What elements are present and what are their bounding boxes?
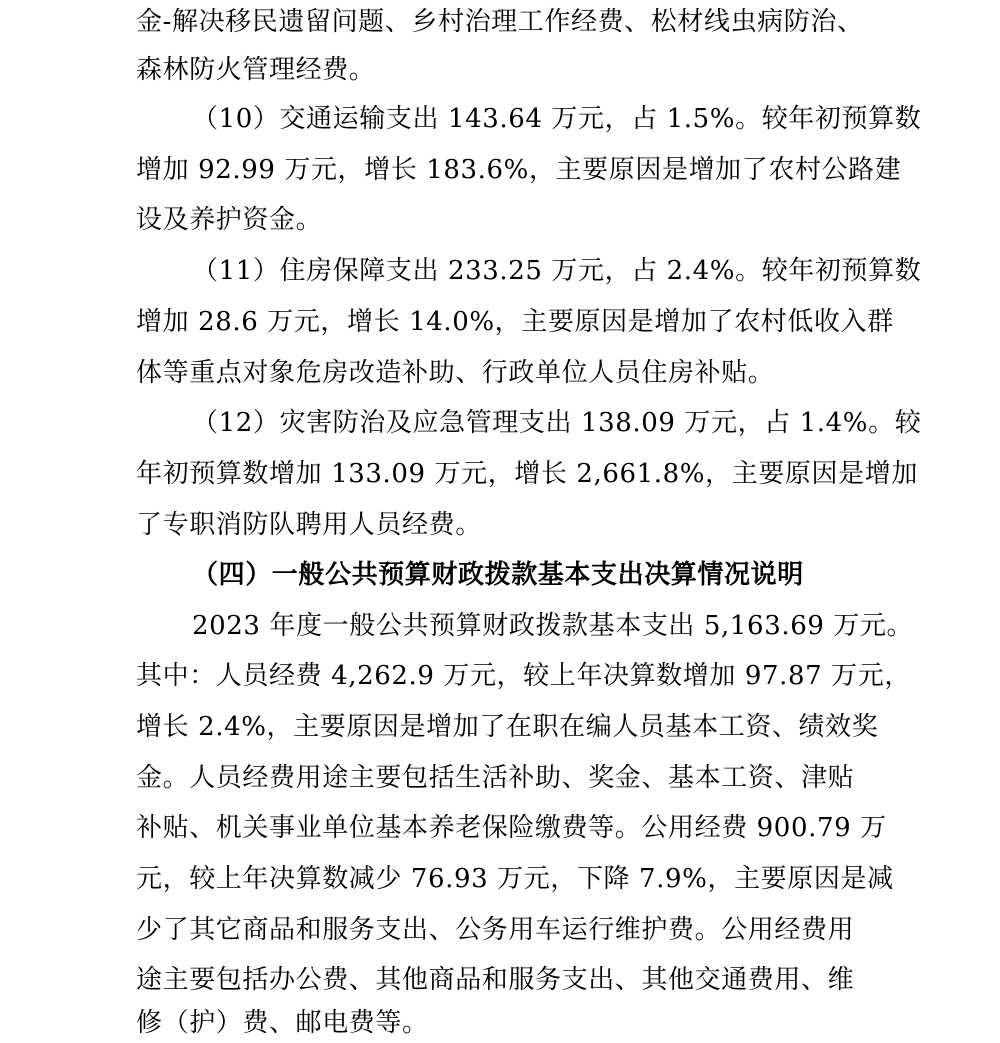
body-text-line: 设及养护资金。 <box>136 205 323 235</box>
body-text-line: 途主要包括办公费、其他商品和服务支出、其他交通费用、维 <box>136 965 855 995</box>
body-text-line: 了专职消防队聘用人员经费。 <box>136 510 482 540</box>
body-text-line: 增长 2.4%，主要原因是增加了在职在编人员基本工资、绩效奖 <box>136 712 879 742</box>
body-text-line: 修（护）费、邮电费等。 <box>136 1008 429 1038</box>
body-text-line: 金-解决移民遗留问题、乡村治理工作经费、松材线虫病防治、 <box>136 7 864 37</box>
item-11-housing: （11）住房保障支出 233.25 万元，占 2.4%。较年初预算数 <box>192 256 922 286</box>
body-text-line: 年初预算数增加 133.09 万元，增长 2,661.8%，主要原因是增加 <box>136 459 918 489</box>
body-text-line: 增加 28.6 万元，增长 14.0%，主要原因是增加了农村低收入群 <box>136 307 894 337</box>
item-12-disaster: （12）灾害防治及应急管理支出 138.09 万元，占 1.4%。较 <box>192 408 922 438</box>
body-text-line: 体等重点对象危房改造补助、行政单位人员住房补贴。 <box>136 358 775 388</box>
body-text-line: 元，较上年决算数减少 76.93 万元，下降 7.9%，主要原因是减 <box>136 864 894 894</box>
section-heading-4: （四）一般公共预算财政拨款基本支出决算情况说明 <box>192 560 804 590</box>
body-text-line: 增加 92.99 万元，增长 183.6%，主要原因是增加了农村公路建 <box>136 155 902 185</box>
body-text-line: 其中：人员经费 4,262.9 万元，较上年决算数增加 97.87 万元， <box>136 661 911 691</box>
body-text-line: 金。人员经费用途主要包括生活补助、奖金、基本工资、津贴 <box>136 763 855 793</box>
basic-expenditure-summary: 2023 年度一般公共预算财政拨款基本支出 5,163.69 万元。 <box>192 611 914 641</box>
item-10-transport: （10）交通运输支出 143.64 万元，占 1.5%。较年初预算数 <box>192 104 922 134</box>
body-text-line: 补贴、机关事业单位基本养老保险缴费等。公用经费 900.79 万 <box>136 813 887 843</box>
body-text-line: 森林防火管理经费。 <box>136 55 376 85</box>
body-text-line: 少了其它商品和服务支出、公务用车运行维护费。公用经费用 <box>136 915 855 945</box>
